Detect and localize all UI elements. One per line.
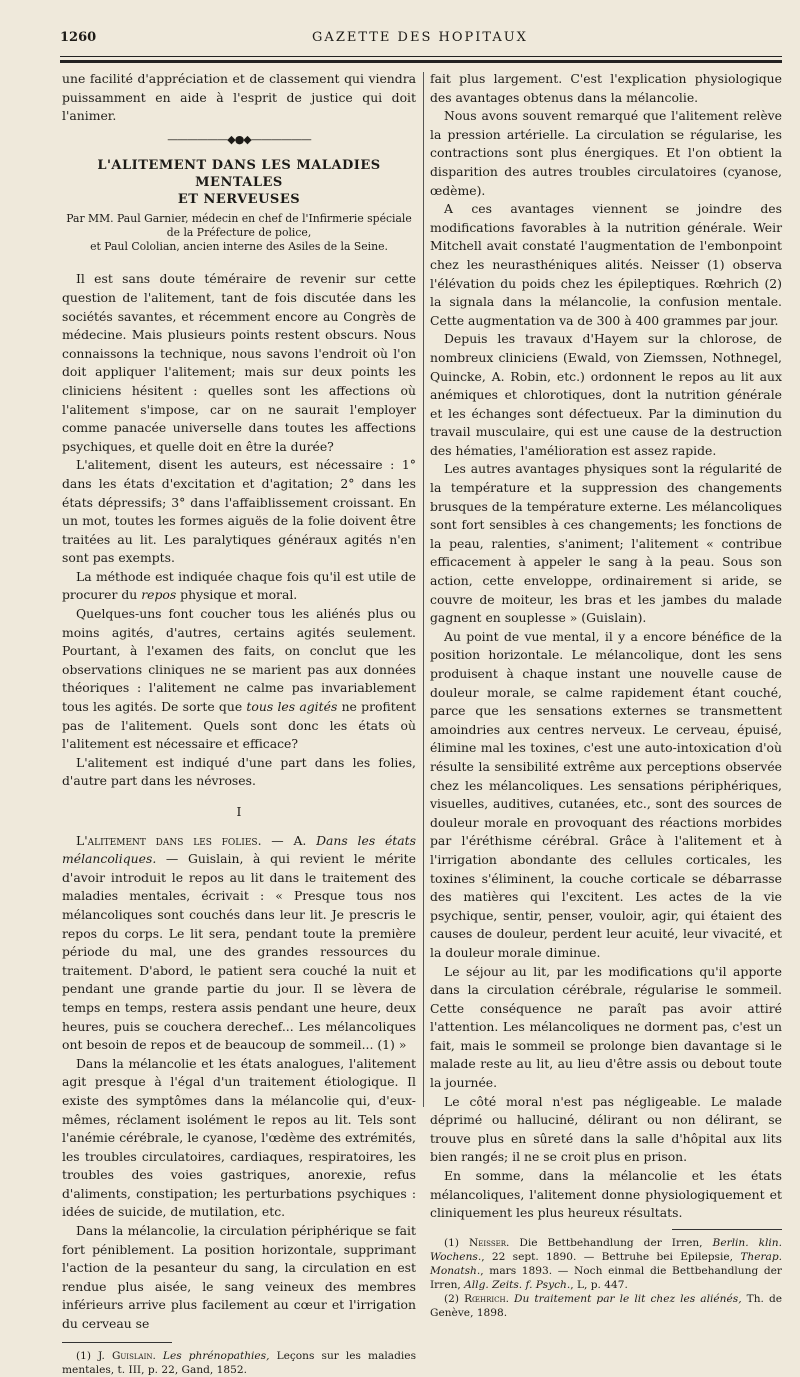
paragraph: L'alitement est indiqué d'une part dans les folies, d'autre part dans les névroses. [62, 754, 416, 789]
text: , 22 sept. 1890. — Bettruhe bei Epilepsie, [481, 1250, 741, 1263]
paragraph: fait plus largement. C'est l'explication physiologique des avantages obtenus dans la mélancolie. [430, 71, 782, 105]
section-heading: L'alitement dans les folies. [76, 832, 262, 848]
footnote-rule [672, 1229, 782, 1230]
emphasis: repos [141, 587, 177, 603]
text: physique et moral. [176, 587, 298, 603]
text: (1) J. [76, 1349, 112, 1362]
article-byline [62, 212, 416, 254]
text: Leçons sur les maladies mentales, t. III, p. 22, Gand, 1852. [62, 1349, 416, 1376]
emphasis: Du traitement par le lit chez les aliénés, [514, 1292, 742, 1305]
emphasis: Dans les états mélancoliques. [62, 832, 417, 867]
paragraph: Le séjour au lit, par les modifications qu'il apporte dans la circulation cérébrale, régularise le sommeil. Cette conséquence ne paraît pas avoir attiré l'attention. Les mélancoliques ne dorment pas, c'est un fait, mais le sommeil se prolonge bien davantage si le malade reste au lit, au lieu d'être assis ou debout toute la journée. [430, 963, 782, 1091]
paragraph: En somme, dans la mélancolie et les états mélancoliques, l'alitement donne physiologiquement et cliniquement les plus heureux résultats. [430, 1168, 782, 1221]
emphasis: Therap. Monatsh. [430, 1250, 782, 1277]
paragraph: Au point de vue mental, il y a encore bénéfice de la position horizontale. Le mélancolique, dont les sens produisent à chaque instant une nouvelle cause de douleur morale, se calme rapidement étant couché, parce que les sensations externes se transmettent amoindries aux centres nerveux. Le cerveau, épuisé, élimine mal les toxines, c'est une auto-intoxication d'où résulte la sensibilité extrême aux perceptions observée chez les mélancoliques. Les sensations périphériques, visuelles, auditives, cutanées, etc., sont des sources de douleur morale en provoquant des réactions morbides par l'éréthisme cérébral. Grâce à l'alitement et à l'irrigation abondante des cellules corticales, les toxines s'éliminent, la couche corticale se débarrasse des matières qui l'excitent. Les actes de la vie psychique, sentir, penser, vouloir, agir, qui étaient des causes de douleur, perdent leur acuité, leur vivacité, et la douleur morale diminue. [430, 628, 782, 960]
paragraph: Depuis les travaux d'Hayem sur la chlorose, de nombreux cliniciens (Ewald, von Ziemssen, Nothnegel, Quincke, A. Robin, etc.) ordonnent le repos au lit aux anémiques et chlorotiques, dont la nutrition générale et les échanges sont défectueux. Par la diminution du travail musculaire, qui est une cause de la destruction des hématies, l'amélioration est assez rapide. [430, 331, 782, 458]
article-title [62, 157, 416, 208]
paragraph: L'alitement, disent les auteurs, est nécessaire : 1° dans les états d'excitation et d'agitation; 2° dans les états dépressifs; 3° dans l'affaiblissement croissant. En un mot, toutes les formes aiguës de la folie doivent être traitées au lit. Les paralytiques généraux agités n'en sont pas exempts. [62, 457, 416, 566]
section-ornament: ——————◆●◆—————— [167, 132, 311, 146]
page-number: 1260 [60, 30, 97, 45]
running-title: GAZETTE DES HOPITAUX [312, 30, 528, 45]
byline-line1: Par MM. Paul Garnier, médecin en chef de l'Infirmerie spéciale [66, 212, 412, 226]
paragraph: Le côté moral n'est pas négligeable. Le malade déprimé ou halluciné, délirant ou non délirant, se trouve plus en sûreté dans la salle d'hôpital aux lits bien rangés; il ne se croit plus en prison. [430, 1093, 782, 1165]
lead-paragraph: une facilité d'appréciation et de classement qui viendra puissamment en aide à l'esprit de justice qui doit l'animer. [62, 71, 416, 124]
emphasis: Berlin. klin. Wochens. [430, 1236, 782, 1263]
text: Th. de Genève, 1898. [430, 1292, 782, 1319]
footnote [430, 1236, 782, 1292]
paragraph: Dans la mélancolie, la circulation périphérique se fait fort péniblement. La position horizontale, supprimant l'action de la pesanteur du sang, la circulation en est rendue plus aisée, le sang veineux des membres inférieurs arrive plus facilement au cœur et l'irrigation du cerveau se [62, 1223, 416, 1332]
left-column [62, 70, 416, 1377]
paragraph [62, 568, 416, 605]
emphasis: Allg. Zeits. f. Psych. [464, 1278, 571, 1291]
article-title-line1: L'ALITEMENT DANS LES MALADIES MENTALES [97, 158, 381, 191]
paragraph [62, 832, 416, 1055]
footnote-rule [62, 1342, 172, 1343]
byline-line2: de la Préfecture de police, [166, 226, 312, 240]
header-rule-thick [60, 60, 782, 63]
emphasis: tous les agités [246, 699, 338, 715]
running-header [60, 30, 780, 52]
paragraph [62, 605, 416, 754]
text: ne profitent pas de l'alitement. Quels sont donc les états où l'alitement est nécessaire et efficace? [62, 699, 416, 752]
footnote [430, 1292, 782, 1320]
text: — Guislain, à qui revient le mérite d'avoir introduit le repos au lit dans le traitement des maladies mentales, écrivait : « Presque tous nos mélancoliques sont couchés dans leur lit. Je prescris le repos du corps. Le lit sera, pendant toute la première période du mal, une des grandes ressources du traitement. D'abord, le patient sera couché la nuit et pendant une grande partie du jour. Il se lèvera de temps en temps, restera assis pendant une heure, deux heures, puis se couchera derechef... Les mélancoliques ont besoin de repos et de beaucoup de sommeil... (1) » [62, 851, 416, 1053]
paragraph: Dans la mélancolie et les états analogues, l'alitement agit presque à l'égal d'un traitement étiologique. Il existe des symptômes dans la mélancolie qui, d'eux-mêmes, réclament isolément le repos au lit. Tels sont l'anémie cérébrale, le cyanose, l'œdème des extrémités, les troubles circulatoires, cardiaques, respiratoires, les troubles des voies gastriques, anorexie, refus d'aliments, constipation; les perturbations psychiques : idées de suicide, de mutilation, etc. [62, 1055, 416, 1220]
text: La méthode est indiquée chaque fois qu'il est utile de procurer du [62, 568, 416, 603]
article-title-line2: ET NERVEUSES [177, 192, 301, 208]
author-name: Rœhrich. [464, 1292, 509, 1305]
footnote [62, 1349, 416, 1377]
text: , mars 1893. — Noch einmal die Bettbehandlung der Irren, [430, 1264, 782, 1291]
paragraph: A ces avantages viennent se joindre des modifications favorables à la nutrition générale. Weir Mitchell avait constaté l'augmentation de l'embonpoint chez les neurasthéniques alités. Neisser (1) observa l'élévation du poids chez les épileptiques. Rœhrich (2) la signala dans la mélancolie, la confusion mentale. Cette augmentation va de 300 à 400 grammes par jour. [430, 201, 782, 328]
emphasis: Les phrénopathies, [162, 1349, 270, 1362]
byline-line3: et Paul Cololian, ancien interne des Asiles de la Seine. [90, 240, 388, 254]
paragraph: Il est sans doute téméraire de revenir sur cette question de l'alitement, tant de fois discutée dans les sociétés savantes, et récemment encore au Congrès de médecine. Mais plusieurs points restent obscurs. Nous connaissons la technique, nous savons l'endroit où l'on doit appliquer l'alitement; mais sur deux points les cliniciens hésitent : quelles sont les affections où l'alitement s'impose, car on ne saurait l'employer comme panacée universelle dans toutes les affections psychiques, et quelle doit en être la durée? [62, 271, 416, 454]
text: Die Bettbehandlung der Irren, [509, 1236, 713, 1249]
text: Quelques-uns font coucher tous les aliénés plus ou moins agités, d'autres, certains agités seulement. Pourtant, à l'examen des faits, on conclut que les observations cliniques ne se marient pas aux données théoriques : l'alitement ne calme pas invariablement tous les agités. De sorte que [62, 606, 416, 715]
column-divider [423, 72, 424, 1107]
text: (2) [444, 1292, 465, 1305]
right-column [430, 70, 782, 1320]
text: — A. [261, 832, 317, 848]
text: (1) [444, 1236, 469, 1249]
header-rule-thin [60, 56, 782, 57]
section-number: I [236, 804, 242, 819]
author-name: Neisser. [469, 1236, 510, 1249]
paragraph: Nous avons souvent remarqué que l'alitement relève la pression artérielle. La circulation se régularise, les contractions sont plus énergiques. Et l'on obtient la disparition des autres troubles circulatoires (cyanose, œdème). [430, 108, 782, 198]
text: , L, p. 447. [570, 1278, 628, 1291]
paragraph: Les autres avantages physiques sont la régularité de la température et la suppression des changements brusques de la température externe. Les mélancoliques sont fort sensibles à ces changements; les fonctions de la peau, ralenties, s'animent; l'alitement « contribue efficacement à appeler le sang à la peau. Sous son action, cette enveloppe, ordinairement si aride, se couvre de moiteur, les bras et les jambes du malade gagnent en souplesse » (Guislain). [430, 461, 782, 626]
author-name: Guislain. [111, 1349, 156, 1362]
